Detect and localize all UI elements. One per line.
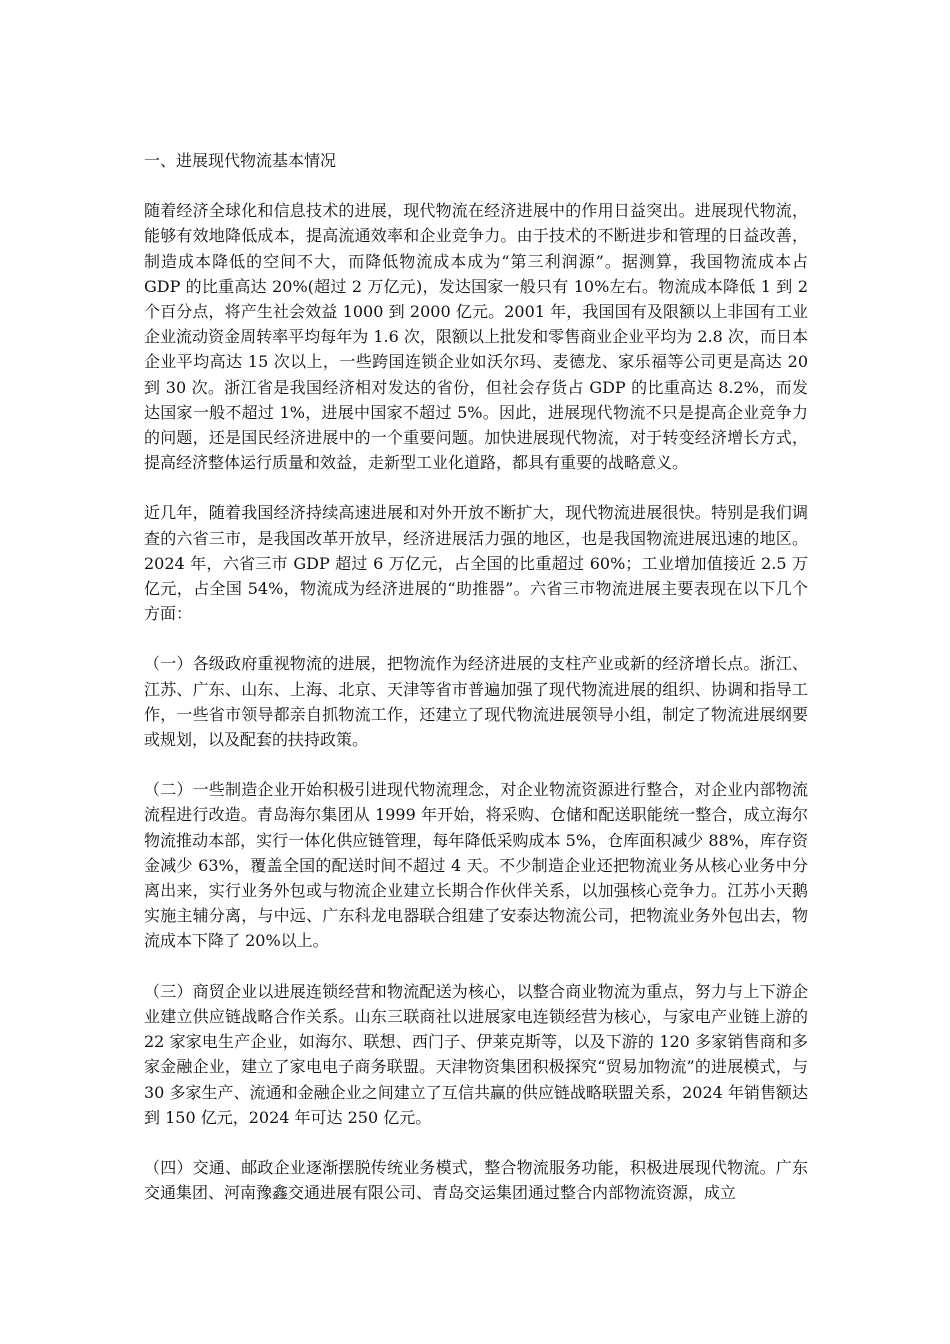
section-heading: 一、进展现代物流基本情况 xyxy=(144,151,337,170)
paragraph-overview: 近几年，随着我国经济持续高速进展和对外开放不断扩大，现代物流进展很快。特别是我们调查的六省三市，是我国改革开放早，经济进展活力强的地区，也是我国物流进展迅速的地区。2024 年，六省三市 GDP 超过 6 万亿元，占全国的比重超过 60%；工业增加值接近 2.5 万亿元，占全国 54%，物流成为经济进展的“助推器”。六省三市物流进展主要表现在以下几个方面： xyxy=(144,503,808,624)
document-body xyxy=(144,148,808,1230)
paragraph-point-4: （四）交通、邮政企业逐渐摆脱传统业务模式，整合物流服务功能，积极进展现代物流。广东交通集团、河南豫鑫交通进展有限公司、青岛交运集团通过整合内部物流资源，成立 xyxy=(144,1157,808,1203)
paragraph-point-1: （一）各级政府重视物流的进展，把物流作为经济进展的支柱产业或新的经济增长点。浙江、江苏、广东、山东、上海、北京、天津等省市普遍加强了现代物流进展的组织、协调和指导工作，一些省市领导都亲自抓物流工作，还建立了现代物流进展领导小组，制定了物流进展纲要或规划，以及配套的扶持政策。 xyxy=(144,654,808,750)
paragraph-point-3: （三）商贸企业以进展连锁经营和物流配送为核心，以整合商业物流为重点，努力与上下游企业建立供应链战略合作关系。山东三联商社以进展家电连锁经营为核心，与家电产业链上游的 22 家家电生产企业，如海尔、联想、西门子、伊莱克斯等，以及下游的 120 多家销售商和多家金融企业，建立了家电电子商务联盟。天津物资集团积极探究“贸易加物流”的进展模式，与 30 多家生产、流通和金融企业之间建立了互信共赢的供应链战略联盟关系，2024 年销售额达到 150 亿元，2024 年可达 250 亿元。 xyxy=(144,981,808,1127)
paragraph-intro: 随着经济全球化和信息技术的进展，现代物流在经济进展中的作用日益突出。进展现代物流，能够有效地降低成本，提高流通效率和企业竞争力。由于技术的不断进步和管理的日益改善，制造成本降低的空间不大，而降低物流成本成为“第三利润源”。据测算，我国物流成本占 GDP 的比重高达 20%(超过 2 万亿元)，发达国家一般只有 10%左右。物流成本降低 1 到 2 个百分点，将产生社会效益 1000 到 2000 亿元。2001 年，我国国有及限额以上非国有工业企业流动资金周转率平均每年为 1.6 次，限额以上批发和零售商业企业平均为 2.8 次，而日本企业平均高达 15 次以上，一些跨国连锁企业如沃尔玛、麦德龙、家乐福等公司更是高达 20 到 30 次。浙江省是我国经济相对发达的省份，但社会存货占 GDP 的比重高达 8.2%，而发达国家一般不超过 1%，进展中国家不超过 5%。因此，进展现代物流不只是提高企业竞争力的问题，还是国民经济进展中的一个重要问题。加快进展现代物流，对于转变经济增长方式，提高经济整体运行质量和效益，走新型工业化道路，都具有重要的战略意义。 xyxy=(144,201,808,473)
paragraph-point-2: （二）一些制造企业开始积极引进现代物流理念，对企业物流资源进行整合，对企业内部物流流程进行改造。青岛海尔集团从 1999 年开始，将采购、仓储和配送职能统一整合，成立海尔物流推动本部，实行一体化供应链管理，每年降低采购成本 5%，仓库面积减少 88%，库存资金减少 63%，覆盖全国的配送时间不超过 4 天。不少制造企业还把物流业务从核心业务中分离出来，实行业务外包或与物流企业建立长期合作伙伴关系，以加强核心竞争力。江苏小天鹅实施主辅分离，与中远、广东科龙电器联合组建了安泰达物流公司，把物流业务外包出去，物流成本下降了 20%以上。 xyxy=(144,780,808,951)
